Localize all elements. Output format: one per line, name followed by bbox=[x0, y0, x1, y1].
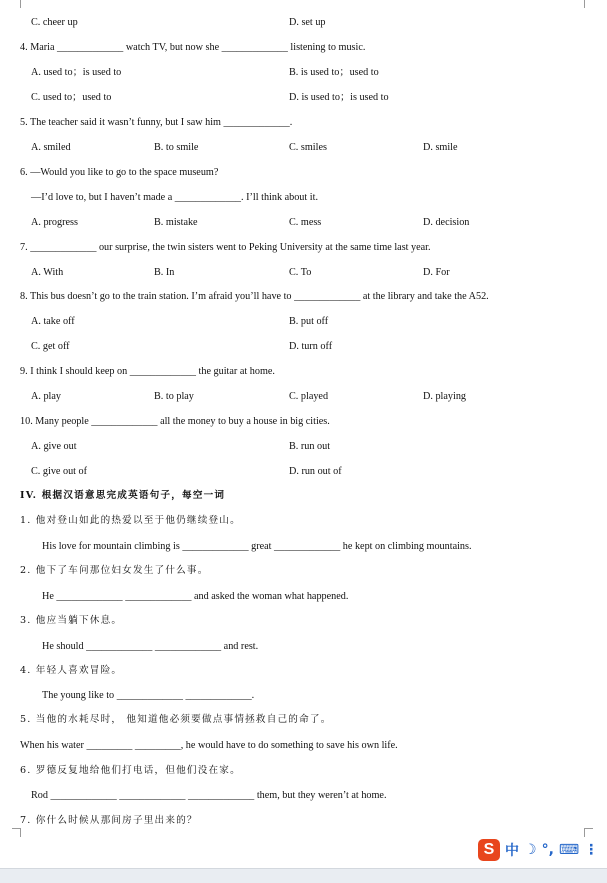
question-10: 10. Many people _____________ all the money to buy a house in big cities. bbox=[20, 416, 330, 427]
question-9: 9. I think I should keep on _____________ the guitar at home. bbox=[20, 366, 275, 377]
punctuation-toggle[interactable]: °, bbox=[541, 842, 554, 858]
option-7d: D. For bbox=[423, 267, 450, 278]
option-9a: A. play bbox=[31, 391, 61, 402]
moon-icon[interactable]: ☽ bbox=[524, 842, 537, 858]
option-7b: B. In bbox=[154, 267, 175, 278]
question-4: 4. Maria _____________ watch TV, but now she _____________ listening to music. bbox=[20, 42, 366, 53]
translation-6-english: Rod _____________ _____________ _____________ them, but they weren’t at home. bbox=[31, 790, 387, 801]
option-3d: D. set up bbox=[289, 17, 326, 28]
option-6d: D. decision bbox=[423, 217, 470, 228]
option-6b: B. mistake bbox=[154, 217, 198, 228]
option-8c: C. get off bbox=[31, 341, 70, 352]
option-9b: B. to play bbox=[154, 391, 194, 402]
translation-4-english: The young like to _____________ _____________. bbox=[42, 690, 255, 701]
option-8a: A. take off bbox=[31, 316, 75, 327]
page-corner-mark-top-left bbox=[12, 0, 21, 8]
question-6: 6. —Would you like to go to the space museum? bbox=[20, 167, 219, 178]
translation-7-chinese: 7. 你什么时候从那间房子里出来的？ bbox=[20, 815, 198, 826]
option-7a: A. With bbox=[31, 267, 64, 278]
option-8d: D. turn off bbox=[289, 341, 333, 352]
option-10c: C. give out of bbox=[31, 466, 88, 477]
status-bar bbox=[0, 868, 607, 883]
translation-1-chinese: 1. 他对登山如此的热爱以至于他仍继续登山。 bbox=[20, 515, 241, 526]
translation-3-chinese: 3. 他应当躺下休息。 bbox=[20, 615, 123, 626]
option-5b: B. to smile bbox=[154, 142, 199, 153]
option-8b: B. put off bbox=[289, 316, 329, 327]
translation-1-english: His love for mountain climbing is _____________ great _____________ he kept on climbing mountains. bbox=[42, 541, 472, 552]
ime-mode-toggle[interactable]: 中 bbox=[505, 843, 519, 859]
option-5a: A. smiled bbox=[31, 142, 71, 153]
option-5c: C. smiles bbox=[289, 142, 327, 153]
option-10d: D. run out of bbox=[289, 466, 342, 477]
keyboard-icon[interactable]: ⌨ bbox=[558, 842, 580, 858]
translation-4-chinese: 4. 年轻人喜欢冒险。 bbox=[20, 665, 123, 676]
page-corner-mark-top-right bbox=[584, 0, 593, 8]
option-4c: C. used to；used to bbox=[31, 92, 112, 103]
translation-6-chinese: 6. 罗德反复地给他们打电话，但他们没在家。 bbox=[20, 765, 241, 776]
option-4b: B. is used to；used to bbox=[289, 67, 379, 78]
option-6c: C. mess bbox=[289, 217, 322, 228]
translation-5-english: When his water _________ _________, he would have to do something to save his own life. bbox=[20, 740, 398, 751]
option-7c: C. To bbox=[289, 267, 312, 278]
section-iv-heading: IV. 根据汉语意思完成英语句子，每空一词 bbox=[20, 490, 226, 501]
question-7: 7. _____________ our surprise, the twin sisters went to Peking University at the same time last year. bbox=[20, 242, 431, 253]
translation-2-english: He _____________ _____________ and asked the woman what happened. bbox=[42, 591, 349, 602]
option-3c: C. cheer up bbox=[31, 17, 78, 28]
translation-3-english: He should _____________ _____________ and rest. bbox=[42, 641, 259, 652]
page-corner-mark-bottom-left bbox=[12, 828, 21, 837]
ime-toolbar[interactable] bbox=[478, 838, 607, 862]
option-6a: A. progress bbox=[31, 217, 78, 228]
option-4d: D. is used to；is used to bbox=[289, 92, 389, 103]
option-9c: C. played bbox=[289, 391, 329, 402]
question-8: 8. This bus doesn’t go to the train station. I’m afraid you’ll have to _____________ at the library and take the A52. bbox=[20, 291, 489, 302]
option-4a: A. used to；is used to bbox=[31, 67, 122, 78]
option-5d: D. smile bbox=[423, 142, 458, 153]
option-10b: B. run out bbox=[289, 441, 331, 452]
option-10a: A. give out bbox=[31, 441, 77, 452]
option-9d: D. playing bbox=[423, 391, 467, 402]
page-corner-mark-bottom-right bbox=[584, 828, 593, 837]
question-6-reply: —I’d love to, but I haven’t made a _____________. I’ll think about it. bbox=[31, 192, 318, 203]
menu-icon[interactable]: ⋮ bbox=[584, 842, 599, 858]
ime-logo-icon[interactable]: S bbox=[478, 839, 500, 861]
translation-5-chinese: 5. 当他的水耗尽时， 他知道他必须要做点事情拯救自己的命了。 bbox=[20, 714, 332, 725]
translation-2-chinese: 2. 他下了车问那位妇女发生了什么事。 bbox=[20, 565, 209, 576]
question-5: 5. The teacher said it wasn’t funny, but I saw him _____________. bbox=[20, 117, 293, 128]
